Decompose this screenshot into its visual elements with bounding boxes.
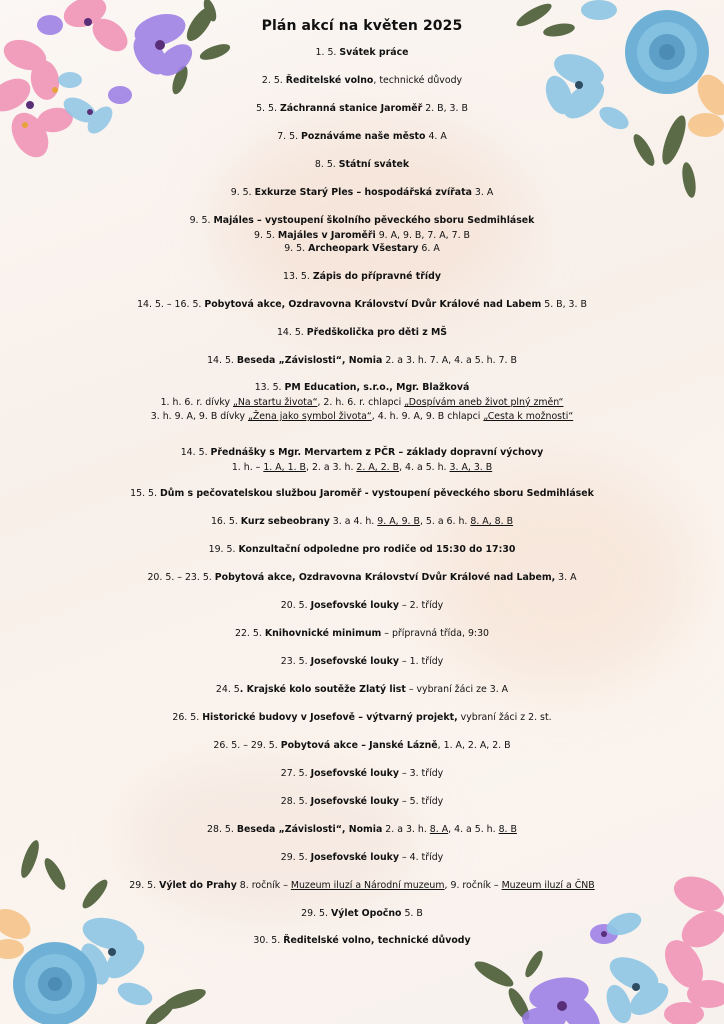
event-line — [0, 655, 724, 670]
event-text: 3. A — [555, 572, 577, 583]
event-text: 6. A — [418, 243, 440, 254]
event-text: 8. ročník – — [236, 880, 291, 891]
event-item — [0, 739, 724, 754]
event-text: 14. 5. — [207, 355, 237, 366]
event-title: Pobytová akce – Janské Lázně — [280, 740, 438, 751]
event-item — [0, 627, 724, 642]
event-item — [0, 795, 724, 810]
event-text: , 4. a 5. h. — [399, 461, 450, 473]
event-line — [0, 934, 724, 949]
event-text: 1. 5. — [315, 47, 340, 58]
event-line — [0, 298, 724, 313]
event-text: 9. A, 9. B, 7. A, 7. B — [375, 229, 470, 241]
event-title: Exkurze Starý Ples – hospodářská zvířata — [254, 187, 472, 198]
event-line — [0, 879, 724, 894]
event-line — [0, 515, 724, 530]
event-line — [0, 410, 724, 425]
event-item — [0, 298, 724, 313]
event-item — [0, 515, 724, 530]
event-text: 9. 5. — [284, 243, 309, 254]
event-underlined-text: 9. A, 9. B — [377, 516, 420, 527]
event-text: 3. h. 9. A, 9. B dívky — [150, 411, 248, 423]
event-item — [0, 446, 724, 475]
event-text: 26. 5. — [172, 712, 203, 723]
page-title: Plán akcí na květen 2025 — [261, 18, 463, 35]
event-item — [0, 543, 724, 558]
event-title: Pobytová akce, Ozdravovna Království Dvůr Králové nad Labem — [204, 299, 542, 310]
event-title: Konzultační odpoledne pro rodiče od 15:30 do 17:30 — [238, 544, 516, 555]
event-item — [0, 571, 724, 586]
event-item — [0, 46, 724, 61]
event-text: 24. 5 — [215, 684, 240, 695]
event-line — [0, 739, 724, 754]
event-text: 1. h. – — [231, 461, 264, 473]
event-text: 16. 5. — [210, 516, 241, 527]
event-line — [0, 823, 724, 838]
event-text: 9. 5. — [254, 229, 278, 241]
event-text: 9. 5. — [189, 215, 214, 226]
event-line — [0, 543, 724, 558]
event-item — [0, 683, 724, 698]
event-text: – přípravná třída, 9:30 — [381, 628, 489, 639]
event-text: – 2. třídy — [398, 600, 444, 611]
event-text: , technické důvody — [373, 75, 463, 86]
event-line — [0, 354, 724, 369]
event-text: , 9. ročník – — [444, 880, 502, 891]
event-text: 14. 5. — [276, 327, 307, 338]
event-title: . Krajské kolo soutěže Zlatý list — [239, 684, 406, 695]
event-text: 13. 5. — [283, 271, 313, 282]
event-line — [0, 229, 724, 244]
event-text: 28. 5. — [207, 824, 237, 835]
event-text: , 2. a 3. h. — [305, 461, 357, 473]
event-title: Historické budovy v Josefově – výtvarný projekt, — [202, 712, 458, 723]
event-title: Pobytová akce, Ozdravovna Království Dvůr Králové nad Labem, — [214, 572, 556, 583]
event-text: 23. 5. — [280, 656, 311, 667]
event-item — [0, 270, 724, 285]
event-title: Josefovské louky — [310, 768, 399, 779]
event-title: Dům s pečovatelskou službou Jaroměř - vystoupení pěveckého sboru Sedmihlásek — [160, 488, 594, 499]
event-underlined-text: 8. A — [429, 824, 449, 835]
event-title: Beseda „Závislosti“, Nomia — [236, 824, 383, 835]
event-text: 26. 5. – 29. 5. — [213, 740, 281, 751]
event-title: Kurz sebeobrany — [240, 516, 330, 527]
event-text: 27. 5. — [280, 768, 311, 779]
event-title: Josefovské louky — [310, 656, 399, 667]
event-title: Knihovnické minimum — [264, 628, 382, 639]
event-underlined-text: „Cesta k možnosti“ — [483, 411, 574, 423]
event-text: 5. B, 3. B — [541, 299, 587, 310]
event-underlined-text: „Dospívám aneb život plný změn“ — [404, 396, 564, 408]
event-line — [0, 242, 724, 257]
event-text: , 4. h. 9. A, 9. B chlapci — [371, 411, 484, 423]
event-line — [0, 795, 724, 810]
event-underlined-text: „Žena jako symbol života“ — [247, 411, 372, 423]
event-item — [0, 381, 724, 425]
event-item — [0, 158, 724, 173]
event-text: 5. 5. — [256, 103, 280, 114]
event-underlined-text: Muzeum iluzí a ČNB — [501, 880, 595, 891]
event-item — [0, 242, 724, 257]
event-item — [0, 823, 724, 838]
event-line — [0, 461, 724, 476]
event-item — [0, 879, 724, 894]
event-line — [0, 326, 724, 341]
event-title: Záchranná stanice Jaroměř — [279, 103, 423, 114]
event-text: 2. 5. — [261, 75, 286, 86]
event-item — [0, 326, 724, 341]
event-line — [0, 270, 724, 285]
event-line — [0, 599, 724, 614]
event-text: , 5. a 6. h. — [419, 516, 471, 527]
event-title: Archeopark Všestary — [308, 243, 419, 254]
event-item — [0, 599, 724, 614]
event-line — [0, 74, 724, 89]
event-underlined-text: 1. A, 1. B — [263, 461, 306, 473]
event-title: Přednášky s Mgr. Mervartem z PČR – základy dopravní výchovy — [210, 447, 544, 458]
event-line — [0, 130, 724, 145]
event-text: – vybraní žáci ze 3. A — [405, 684, 509, 695]
event-line — [0, 711, 724, 726]
event-text: 22. 5. — [234, 628, 265, 639]
event-text: 19. 5. — [208, 544, 239, 555]
event-title: Ředitelské volno, technické důvody — [283, 935, 471, 946]
event-text: 3. a 4. h. — [329, 516, 378, 527]
event-line — [0, 571, 724, 586]
event-item — [0, 354, 724, 369]
event-line — [0, 214, 724, 229]
event-item — [0, 214, 724, 243]
event-title: Josefovské louky — [310, 600, 399, 611]
event-line — [0, 446, 724, 461]
event-text: – 3. třídy — [398, 768, 444, 779]
event-title: PM Education, s.r.o., Mgr. Blažková — [284, 382, 470, 393]
event-text: 2. B, 3. B — [422, 103, 468, 114]
event-item — [0, 186, 724, 201]
event-item — [0, 102, 724, 117]
event-item — [0, 767, 724, 782]
event-line — [0, 627, 724, 642]
event-text: – 4. třídy — [398, 852, 444, 863]
event-text: 8. 5. — [314, 159, 339, 170]
event-text: 29. 5. — [280, 852, 311, 863]
event-underlined-text: 8. B — [498, 824, 517, 835]
event-title: Výlet Opočno — [331, 908, 402, 919]
event-item — [0, 711, 724, 726]
event-title: Ředitelské volno — [285, 75, 374, 86]
event-text: 29. 5. — [301, 908, 331, 919]
event-title: Poznáváme naše město — [301, 131, 426, 142]
event-item — [0, 934, 724, 949]
event-text: – 1. třídy — [398, 656, 444, 667]
event-title: Majáles – vystoupení školního pěveckého sboru Sedmihlásek — [213, 215, 535, 226]
event-item — [0, 487, 724, 502]
event-title: Státní svátek — [338, 159, 410, 170]
event-underlined-text: 8. A, 8. B — [470, 516, 514, 527]
event-title: Josefovské louky — [310, 796, 399, 807]
event-underlined-text: Muzeum iluzí a Národní muzeum — [290, 880, 445, 891]
event-underlined-text: 2. A, 2. B — [356, 461, 400, 473]
event-line — [0, 851, 724, 866]
event-item — [0, 130, 724, 145]
event-text: 9. 5. — [230, 187, 255, 198]
event-line — [0, 102, 724, 117]
event-text: , 4. a 5. h. — [448, 824, 499, 835]
event-title: Výlet do Prahy — [159, 880, 237, 891]
event-line — [0, 186, 724, 201]
event-text: vybraní žáci z 2. st. — [457, 712, 552, 723]
event-text: 2. a 3. h. 7. A, 4. a 5. h. 7. B — [382, 355, 517, 366]
event-text: – 5. třídy — [398, 796, 444, 807]
event-text: 20. 5. – 23. 5. — [147, 572, 215, 583]
event-item — [0, 907, 724, 922]
event-text: 14. 5. – 16. 5. — [137, 299, 205, 310]
event-title: Josefovské louky — [310, 852, 399, 863]
event-underlined-text: „Na startu života“ — [233, 396, 318, 408]
event-text: 30. 5. — [253, 935, 284, 946]
event-item — [0, 74, 724, 89]
event-text: 1. h. 6. r. dívky — [160, 396, 234, 408]
event-text: 20. 5. — [280, 600, 311, 611]
event-text: 3. A — [471, 187, 494, 198]
event-text: 13. 5. — [254, 382, 285, 393]
event-title: Předškolička pro děti z MŠ — [306, 327, 448, 338]
event-text: , 1. A, 2. A, 2. B — [437, 740, 511, 751]
event-line — [0, 158, 724, 173]
event-line — [0, 907, 724, 922]
event-title: Beseda „Závislosti“, Nomia — [236, 355, 383, 366]
event-text: 15. 5. — [130, 488, 160, 499]
event-text: 4. A — [425, 131, 447, 142]
event-item — [0, 655, 724, 670]
event-text: , 2. h. 6. r. chlapci — [317, 396, 405, 408]
event-line — [0, 396, 724, 411]
event-item — [0, 851, 724, 866]
event-title: Zápis do přípravné třídy — [312, 271, 441, 282]
event-line — [0, 487, 724, 502]
event-underlined-text: 3. A, 3. B — [449, 461, 493, 473]
event-line — [0, 767, 724, 782]
event-line — [0, 381, 724, 396]
event-title: Majáles v Jaroměři — [277, 229, 376, 241]
event-text: 2. a 3. h. — [382, 824, 430, 835]
event-text: 5. B — [401, 908, 423, 919]
event-text: 7. 5. — [277, 131, 302, 142]
event-line — [0, 683, 724, 698]
event-text: 14. 5. — [180, 447, 211, 458]
event-title: Svátek práce — [339, 47, 409, 58]
event-text: 28. 5. — [280, 796, 311, 807]
event-line — [0, 46, 724, 61]
event-text: 29. 5. — [129, 880, 160, 891]
